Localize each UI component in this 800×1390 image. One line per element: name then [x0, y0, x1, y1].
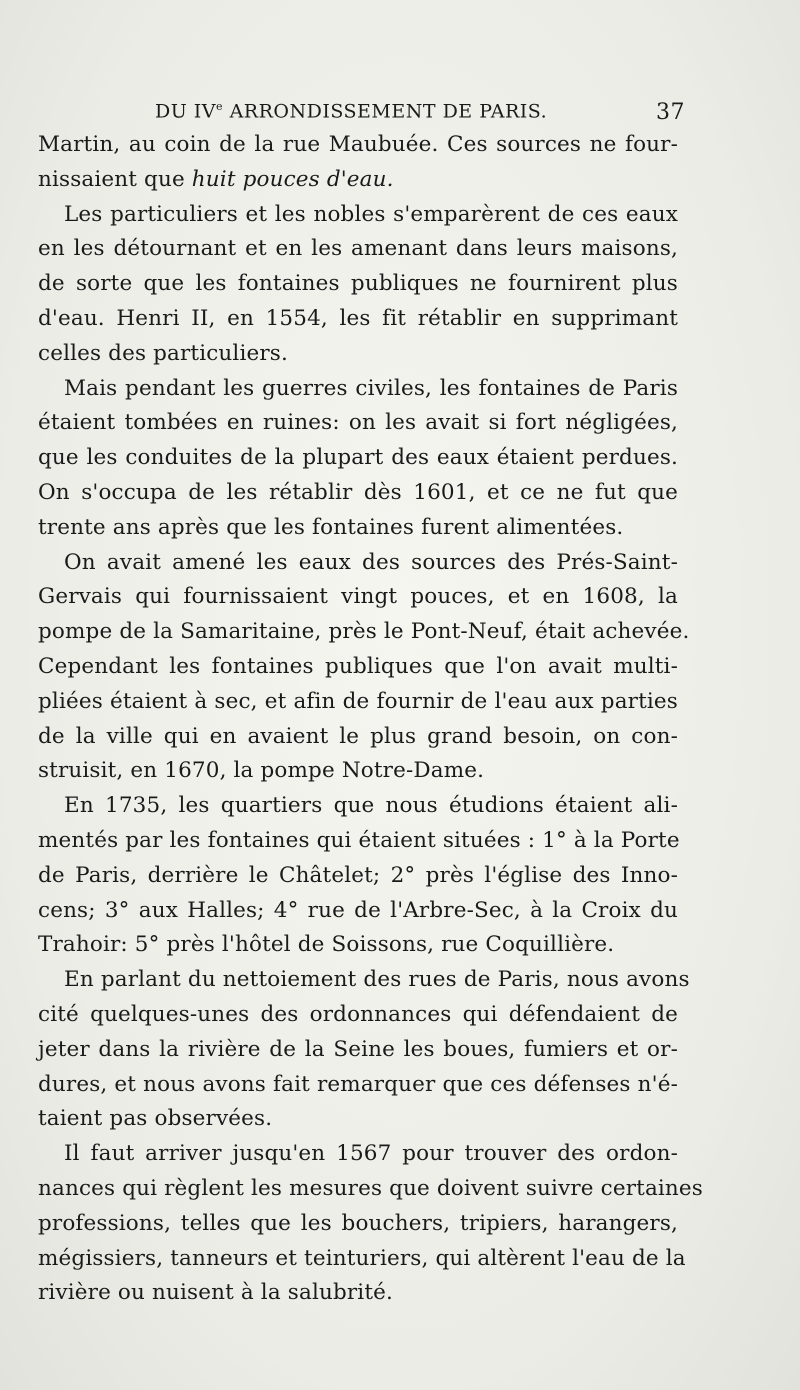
paragraph	[38, 1137, 703, 1311]
text-line: dures, et nous avons fait remarquer que ces défenses n'é-	[38, 1071, 678, 1097]
text-line: étaient tombées en ruines: on les avait si fort négligées,	[38, 410, 678, 436]
text-line: de Paris, derrière le Châtelet; 2° près l'église des Inno-	[38, 862, 678, 888]
paragraph	[38, 128, 678, 198]
text-line: cité quelques-unes des ordonnances qui défendaient de	[38, 1001, 678, 1027]
text-line: Les particuliers et les nobles s'emparèrent de ces eaux	[64, 201, 678, 227]
text-line: taient pas observées.	[38, 1106, 273, 1132]
text-line: de sorte que les fontaines publiques ne fournirent plus	[38, 271, 678, 297]
text-line: En parlant du nettoiement des rues de Paris, nous avons	[64, 967, 690, 993]
running-head-title: DU IVe ARRONDISSEMENT DE PARIS.	[155, 100, 548, 123]
text-line: pliées étaient à sec, et afin de fournir de l'eau aux parties	[38, 688, 678, 714]
page-number: 37	[656, 100, 685, 125]
text-line: Il faut arriver jusqu'en 1567 pour trouver des ordon-	[64, 1141, 678, 1167]
text-line: Mais pendant les guerres civiles, les fontaines de Paris	[64, 375, 678, 401]
body-text	[38, 128, 703, 1311]
paragraph	[38, 789, 678, 963]
text-line: mentés par les fontaines qui étaient situées : 1° à la Porte	[38, 827, 680, 853]
text-line: nances qui règlent les mesures que doivent suivre certaines	[38, 1175, 703, 1201]
text-line: trente ans après que les fontaines furent alimentées.	[38, 514, 624, 540]
text-line: de la ville qui en avaient le plus grand besoin, on con-	[38, 723, 678, 749]
paragraph	[38, 546, 690, 790]
paragraph	[38, 963, 690, 1137]
text-line: professions, telles que les bouchers, tripiers, harangers,	[38, 1210, 678, 1236]
italic-phrase: huit pouces d'eau.	[191, 166, 394, 192]
text-line: Trahoir: 5° près l'hôtel de Soissons, rue Coquillière.	[38, 932, 615, 958]
text-line: rivière ou nuisent à la salubrité.	[38, 1280, 393, 1306]
text-line: mégissiers, tanneurs et teinturiers, qui altèrent l'eau de la	[38, 1245, 686, 1271]
text-line: cens; 3° aux Halles; 4° rue de l'Arbre-Sec, à la Croix du	[38, 897, 678, 923]
text-line: On avait amené les eaux des sources des Prés-Saint-	[64, 549, 678, 575]
text-line: pompe de la Samaritaine, près le Pont-Neuf, était achevée.	[38, 619, 690, 645]
text-line: nissaient que huit pouces d'eau.	[38, 166, 394, 192]
text-line: jeter dans la rivière de la Seine les boues, fumiers et or-	[38, 1036, 678, 1062]
text-line: celles des particuliers.	[38, 340, 288, 366]
text-line: Martin, au coin de la rue Maubuée. Ces sources ne four-	[38, 132, 678, 157]
text-line: d'eau. Henri II, en 1554, les fit rétablir en supprimant	[38, 305, 678, 331]
paragraph	[38, 198, 678, 372]
text-line: Gervais qui fournissaient vingt pouces, et en 1608, la	[38, 584, 678, 610]
paragraph	[38, 372, 678, 546]
text-line: En 1735, les quartiers que nous étudions étaient ali-	[64, 793, 678, 819]
text-line: en les détournant et en les amenant dans leurs maisons,	[38, 236, 678, 262]
text-line: que les conduites de la plupart des eaux étaient perdues.	[38, 445, 678, 471]
text-line: Cependant les fontaines publiques que l'on avait multi-	[38, 653, 678, 679]
text-line: On s'occupa de les rétablir dès 1601, et ce ne fut que	[38, 479, 678, 505]
text-line: struisit, en 1670, la pompe Notre-Dame.	[38, 758, 485, 784]
